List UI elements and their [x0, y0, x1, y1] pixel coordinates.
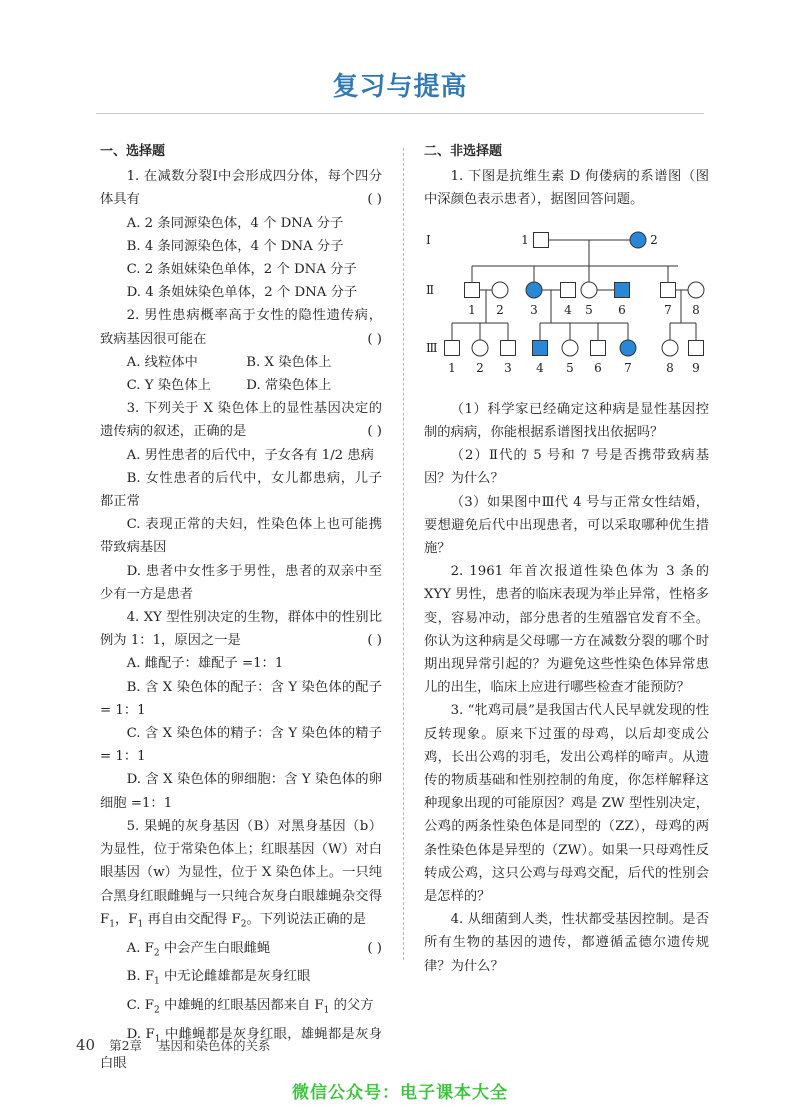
unaffected-female — [662, 340, 678, 356]
individual-number: 8 — [692, 302, 700, 317]
question-2: 2. 男性患病概率高于女性的隐性遗传病，致病基因很可能在 ( ) — [100, 308, 382, 347]
individual-number: 4 — [536, 360, 544, 375]
wechat-watermark: 微信公众号：电子课本大全 — [292, 1083, 508, 1103]
page-number: 40 — [76, 1036, 96, 1054]
question-1: 1. 下图是抗维生素 D 佝偻病的系谱图（图中深颜色表示患者），据图回答问题。 — [424, 169, 709, 208]
generation-label: Ⅱ — [426, 282, 435, 297]
unaffected-female — [492, 282, 508, 298]
option: A. 男性患者的后代中，子女各有 1/2 患病 — [126, 447, 374, 463]
generation-label: Ⅰ — [426, 232, 431, 247]
unaffected-male — [591, 340, 606, 355]
individual-number: 4 — [564, 302, 572, 317]
option-row: C. Y 染色体上 D. 常染色体上 — [126, 378, 332, 394]
unaffected-male — [534, 232, 549, 247]
individual-number: 3 — [530, 302, 538, 317]
unaffected-male — [501, 340, 516, 355]
unaffected-male — [561, 282, 576, 297]
individual-number: 5 — [585, 302, 593, 317]
option: C. 2 条姐妹染色单体，2 个 DNA 分子 — [126, 262, 357, 278]
unaffected-male — [445, 340, 460, 355]
individual-number: 7 — [664, 302, 672, 317]
question-4: 4. XY 型性别决定的生物，群体中的性别比例为 1：1，原因之一是 ( ) — [100, 610, 382, 649]
pedigree-chart — [424, 218, 709, 376]
page-footer — [76, 1036, 271, 1054]
page-title: 复习与提高 — [332, 72, 468, 102]
individual-number: 3 — [504, 360, 512, 375]
affected-female — [620, 340, 636, 356]
option: C. 含 X 染色体的精子：含 Y 染色体的精子 = 1：1 — [100, 726, 382, 765]
individual-number: 8 — [666, 360, 674, 375]
option-row: A. 线粒体中 B. X 染色体上 — [126, 354, 332, 370]
affected-female — [630, 232, 646, 248]
option: D. $F_1$ 中雌蝇都是灰身红眼，雄蝇都是灰身白眼 — [100, 1027, 382, 1071]
sub-question-3: （3）如果图中Ⅲ代 4 号与正常女性结婚，要想避免后代中出现患者，可以采取哪种优生措施？ — [424, 494, 709, 557]
title-divider — [96, 113, 704, 114]
affected-female — [526, 282, 542, 298]
option: A. 雌配子：雄配子 =1：1 — [126, 656, 284, 672]
option: A. $F_2$ 中会产生白眼雌蝇 — [126, 940, 271, 959]
individual-number: 7 — [624, 360, 632, 375]
sub-question-1: （1）科学家已经确定这种病是显性基因控制的病病，你能根据系谱图找出依据吗？ — [424, 401, 709, 441]
generation-label: Ⅲ — [426, 340, 438, 355]
right-column — [424, 140, 709, 978]
option: B. 含 X 染色体的配子：含 Y 染色体的配子 = 1：1 — [100, 679, 382, 718]
individual-number: 9 — [692, 360, 700, 375]
section-heading-open: 二、非选择题 — [424, 144, 503, 159]
section-heading-choice: 一、选择题 — [100, 144, 166, 159]
sub-question-2: （2）Ⅱ代的 5 号和 7 号是否携带致病基因？为什么？ — [424, 448, 709, 487]
question-3: 3. “牝鸡司晨”是我国古代人民早就发现的性反转现象。原来下过蛋的母鸡，以后却变成公鸡，长出公鸡的羽毛，发出公鸡样的啼声。从遗传的物质基础和性别控制的角度，你怎样解释这种现象出现的可能原因？鸡是 ZW 型性别决定，公鸡的两条性染色体是同型的（ZZ），母鸡的两条性染色体是异型的（ZW）。如果一只母鸡性反转成公鸡，这只公鸡与母鸡交配，后代的性别会是怎样的？ — [424, 703, 709, 905]
chapter-title: 基因和染色体的关系 — [158, 1038, 271, 1053]
individual-number: 2 — [650, 232, 658, 247]
unaffected-female — [472, 340, 488, 356]
option: D. 含 X 染色体的卵细胞：含 Y 染色体的卵细胞 =1：1 — [100, 772, 382, 811]
column-divider — [403, 148, 404, 960]
affected-male — [615, 282, 630, 297]
unaffected-male — [465, 282, 480, 297]
individual-number: 2 — [476, 360, 484, 375]
unaffected-female — [562, 340, 578, 356]
unaffected-female — [688, 282, 704, 298]
option: D. 4 条姐妹染色单体，2 个 DNA 分子 — [126, 285, 358, 301]
individual-number: 5 — [566, 360, 574, 375]
individual-number: 2 — [496, 302, 504, 317]
option: C. $F_2$ 中雄蝇的红眼基因都来自 $F_1$ 的父方 — [126, 998, 374, 1016]
option: D. 患者中女性多于男性，患者的双亲中至少有一方是患者 — [100, 563, 382, 602]
question-3: 3. 下列关于 X 染色体上的显性基因决定的遗传病的叙述，正确的是 ( ) — [100, 401, 382, 440]
option: B. 4 条同源染色体，4 个 DNA 分子 — [126, 238, 344, 254]
individual-number: 6 — [618, 302, 626, 317]
left-column — [100, 140, 382, 1075]
question-1: 1. 在减数分裂Ⅰ中会形成四分体，每个四分体具有 ( ) — [100, 169, 382, 208]
option: B. 女性患者的后代中，女儿都患病，儿子都正常 — [100, 470, 382, 510]
unaffected-male — [689, 340, 704, 355]
question-2: 2. 1961 年首次报道性染色体为 3 条的 XYY 男性，患者的临床表现为举止异常，性格多变，容易冲动，部分患者的生殖器官发育不全。你认为这种病是父母哪一方在减数分裂的哪个时期出现异常引起的？为避免这些性染色体异常患儿的出生，临床上应进行哪些检查才能预防？ — [424, 564, 709, 696]
chapter-number: 第2章 — [109, 1038, 143, 1053]
affected-male — [533, 340, 548, 355]
unaffected-male — [661, 282, 676, 297]
option: A. 2 条同源染色体，4 个 DNA 分子 — [126, 215, 344, 231]
unaffected-female — [581, 282, 597, 298]
option: C. 表现正常的夫妇，性染色体上也可能携带致病基因 — [100, 517, 382, 556]
individual-number: 6 — [594, 360, 602, 375]
question-5: 5. 果蝇的灰身基因（B）对黑身基因（b）为显性，位于常染色体上；红眼基因（W）对白眼基因（w）为显性，位于 X 染色体上。一只纯合黑身红眼雌蝇与一只纯合灰身白眼雄蝇杂交得 $F_1$，$F_1$ 再自由交配得 $F_2$。下列说法正确的是 ( ) — [100, 818, 382, 956]
individual-number: 1 — [521, 232, 529, 247]
individual-number: 1 — [448, 360, 456, 375]
option: B. $F_1$ 中无论雌雄都是灰身红眼 — [126, 969, 311, 988]
question-4: 4. 从细菌到人类，性状都受基因控制。是否所有生物的基因的遗传，都遵循孟德尔遗传规律？为什么？ — [424, 912, 709, 974]
individual-number: 1 — [468, 302, 476, 317]
